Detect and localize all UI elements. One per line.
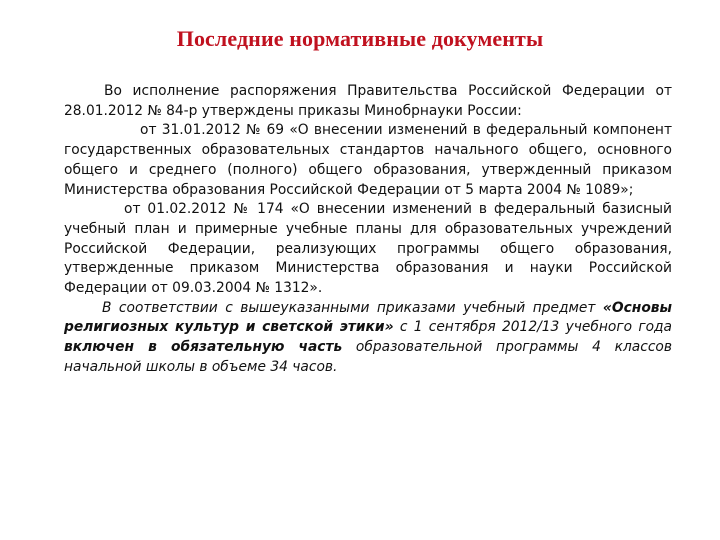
paragraph-order-174: от 01.02.2012 № 174 «О внесении изменений в федеральный базисный учебный план и примерные учебные планы для образовательных учреждений Российской Федерации, реализующих программы общего образования, утвержденные приказом Министерства образования и науки Российской Федерации от 09.03.2004 № 1312». [64,201,672,297]
conclusion-text-1: В соответствии с вышеуказанными приказами учебный предмет [102,299,603,316]
paragraph-conclusion [64,299,672,378]
conclusion-text-3: образовательной программы 4 классов начальной школы в объеме 34 часов. [64,339,672,375]
document-body [64,82,672,378]
conclusion-mandatory-part: включен в обязательную часть [64,339,343,356]
conclusion-text-2: с 1 сентября 2012/13 учебного года [393,319,673,336]
page-title: Последние нормативные документы [176,26,544,51]
conclusion-subject-name: «Основы религиозных культур и светской этики» [64,299,672,336]
paragraph-intro: Во исполнение распоряжения Правительства Российской Федерации от 28.01.2012 № 84-р утверждены приказы Минобрнауки России: [64,83,672,119]
paragraph-order-69: от 31.01.2012 № 69 «О внесении изменений в федеральный компонент государственных образовательных стандартов начального общего, основного общего и среднего (полного) общего образования, утвержденный приказом Министерства образования Российской Федерации от 5 марта 2004 № 1089»; [64,122,672,198]
